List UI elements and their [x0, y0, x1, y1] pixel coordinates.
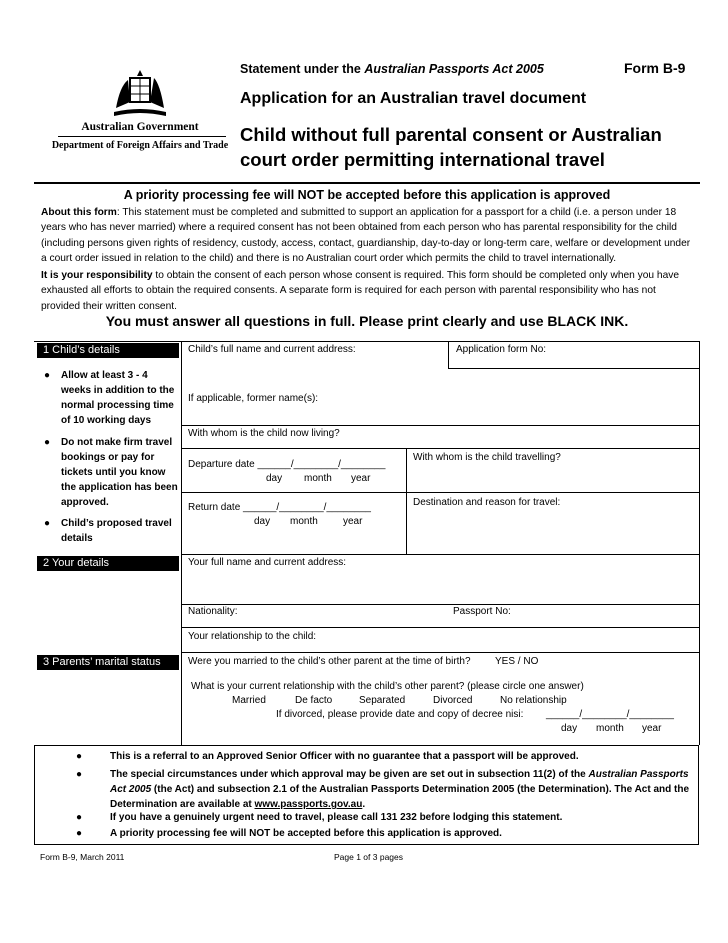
bullet-icon: ● — [76, 769, 83, 780]
responsibility-paragraph: It is your responsibility to obtain the consent of each person whose consent is required. This form should be completed only when you have exhausted all efforts to obtain the required consents. A separate form is required for each person with parental responsibility who has not provided their written consent. — [41, 270, 680, 312]
table-border — [181, 425, 699, 426]
relationship-field[interactable]: Your relationship to the child: — [188, 631, 317, 642]
former-names-field[interactable]: If applicable, former name(s): — [188, 393, 319, 404]
about-paragraph: About this form: This statement must be completed and submitted to support an application for a passport for a child (i.e. a person under 18 years who has never married) where a required consent has not been obtained from each person who has parental responsibility for the child (including persons given rights of residency, custody, access, contact, guardianship, day-to-day or long-term care, welfare or development under a court order issued in relation to the child) and there is no Australian court order which permits the child to travel internationally. — [41, 207, 691, 265]
table-border — [181, 341, 182, 745]
bullet-icon: ● — [76, 828, 83, 839]
table-border — [181, 652, 699, 653]
passport-no-field[interactable]: Passport No: — [453, 606, 511, 617]
government-name: Australian Government — [81, 121, 199, 133]
table-border — [181, 492, 699, 493]
table-border — [181, 448, 699, 449]
note-3: If you have a genuinely urgent need to travel, please call 131 232 before lodging this statement. — [110, 812, 563, 823]
yes-no-choice[interactable]: YES / NO — [495, 656, 539, 667]
current-relationship-question: What is your current relationship with the child’s other parent? (please circle one answer) — [191, 681, 584, 692]
table-border — [181, 554, 699, 555]
date-day-label: day — [254, 516, 271, 527]
table-border — [181, 604, 699, 605]
travelling-with-field[interactable]: With whom is the child travelling? — [413, 452, 561, 463]
application-title: Application for an Australian travel document — [240, 90, 587, 107]
bullet-icon: ● — [76, 751, 83, 762]
bullet-icon: ● — [44, 437, 51, 448]
child-bullet-2: Do not make firm travel bookings or pay for tickets until you know the application has been approved. — [61, 437, 178, 508]
date-month-label: month — [596, 723, 624, 734]
section-heading-your-details: 2 Your details — [37, 556, 179, 571]
divorce-date-label: If divorced, please provide date and copy of decree nisi: — [276, 709, 524, 720]
option-separated[interactable]: Separated — [359, 695, 406, 706]
bullet-icon: ● — [76, 812, 83, 823]
child-bullet-3: Child’s proposed travel details — [61, 518, 172, 544]
child-name-field[interactable]: Child’s full name and current address: — [188, 344, 356, 355]
passports-website-link[interactable]: www.passports.gov.au — [254, 799, 363, 810]
date-month-label: month — [304, 473, 332, 484]
footer-form-date: Form B-9, March 2011 — [40, 852, 125, 862]
child-bullet-1: Allow at least 3 - 4 weeks in addition to the normal processing time of 10 working days — [61, 370, 175, 426]
departure-date-field[interactable]: Departure date ______/________/________ — [188, 459, 386, 470]
priority-notice: A priority processing fee will NOT be accepted before this application is approved — [123, 188, 611, 202]
coat-of-arms-icon — [108, 68, 172, 120]
nationality-field[interactable]: Nationality: — [188, 606, 238, 617]
statement-line: Statement under the Australian Passports Act 2005 — [240, 62, 544, 76]
form-id: Form B-9 — [624, 60, 686, 76]
living-with-field[interactable]: With whom is the child now living? — [188, 428, 340, 439]
return-date-field[interactable]: Return date ______/________/________ — [188, 502, 371, 513]
option-divorced[interactable]: Divorced — [433, 695, 473, 706]
destination-field[interactable]: Destination and reason for travel: — [413, 497, 561, 508]
note-1: This is a referral to an Approved Senior Officer with no guarantee that a passport will be approved. — [110, 751, 579, 762]
footer-page-number: Page 1 of 3 pages — [334, 852, 404, 862]
table-border — [181, 627, 699, 628]
married-at-birth-question: Were you married to the child’s other parent at the time of birth? — [188, 656, 471, 667]
instructions-heading: You must answer all questions in full. Please print clearly and use BLACK INK. — [105, 313, 629, 329]
application-form-no-field[interactable]: Application form No: — [456, 344, 547, 355]
your-name-field[interactable]: Your full name and current address: — [188, 557, 347, 568]
date-day-label: day — [266, 473, 283, 484]
note-4: A priority processing fee will NOT be accepted before this application is approved. — [110, 828, 502, 839]
department-name: Department of Foreign Affairs and Trade — [51, 140, 229, 151]
table-border — [448, 368, 699, 369]
form-subtitle: Child without full parental consent or Australian court order permitting international travel — [240, 124, 662, 170]
section-heading-child-details: 1 Child’s details — [37, 343, 179, 358]
divorce-date-field[interactable]: ______/________/________ — [546, 709, 674, 720]
bullet-icon: ● — [44, 370, 51, 381]
table-border — [406, 448, 407, 554]
table-border — [448, 341, 449, 368]
divider — [58, 136, 226, 137]
date-month-label: month — [290, 516, 318, 527]
date-day-label: day — [561, 723, 578, 734]
option-de-facto[interactable]: De facto — [295, 695, 333, 706]
option-married[interactable]: Married — [232, 695, 266, 706]
section-heading-marital-status: 3 Parents’ marital status — [37, 655, 179, 670]
divider — [34, 182, 700, 184]
option-no-relationship[interactable]: No relationship — [500, 695, 567, 706]
table-border — [34, 341, 700, 342]
bullet-icon: ● — [44, 518, 51, 529]
date-year-label: year — [343, 516, 363, 527]
date-year-label: year — [642, 723, 662, 734]
note-2: The special circumstances under which approval may be given are set out in subsection 11(2) of the Australian Passports Act 2005 (the Act) and subsection 2.1 of the Australian Passports Determination 2005 (the Determination). The Act and the Determination are available at www.passports.gov.au. — [110, 769, 690, 810]
table-border — [699, 341, 700, 745]
date-year-label: year — [351, 473, 371, 484]
